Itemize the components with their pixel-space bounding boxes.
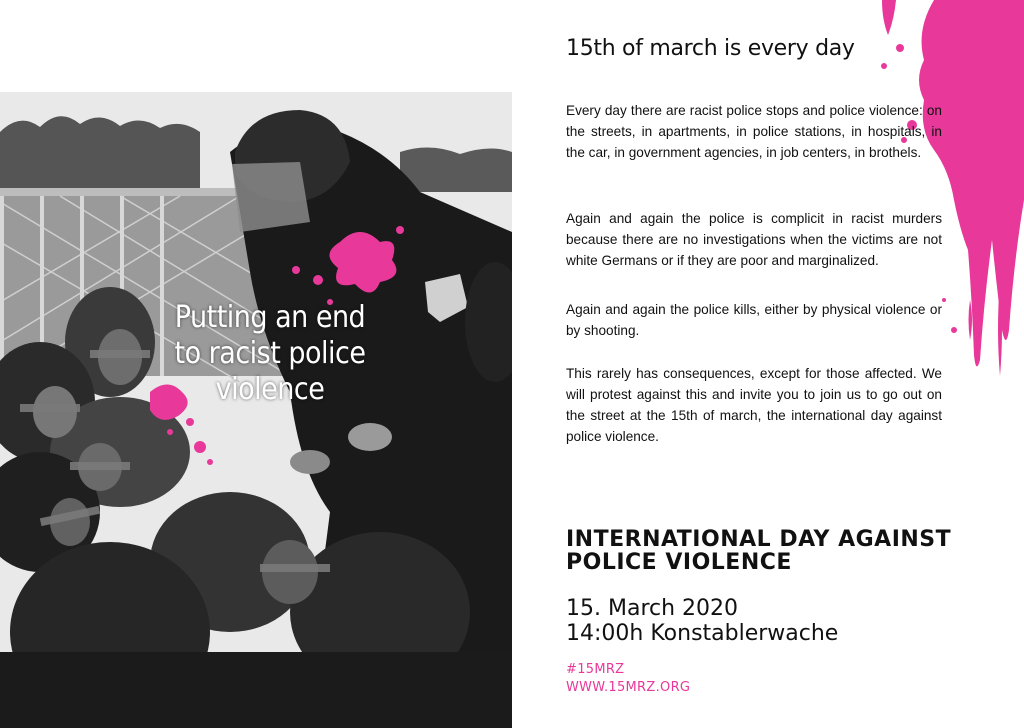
- event-heading-line: POLICE VIOLENCE: [566, 550, 792, 575]
- website-link[interactable]: WWW.15MRZ.ORG: [566, 680, 691, 695]
- paragraph: Again and again the police is complicit in racist murders because there are no investigations when the victims are not white Germans or if they are poor and marginalized.: [566, 210, 942, 268]
- paragraph: Every day there are racist police stops and police violence: on the streets, in apartments, in police stations, in hospitals, in the car, in government agencies, in job centers, in brothels.: [566, 102, 942, 160]
- event-heading-line: INTERNATIONAL DAY AGAINST: [566, 527, 952, 552]
- event-time-place: 14:00h Konstablerwache: [566, 621, 839, 646]
- right-panel: [512, 0, 1024, 728]
- protest-photo: [0, 92, 512, 728]
- event-date: 15. March 2020: [566, 596, 739, 621]
- headline-line: Putting an end: [174, 300, 366, 335]
- headline-line: to racist police: [174, 336, 366, 371]
- photo-illustration: [0, 92, 512, 728]
- event-heading: [566, 528, 986, 574]
- paragraph: Again and again the police kills, either by physical violence or by shooting.: [566, 301, 942, 338]
- headline: [110, 300, 430, 408]
- article-title: 15th of march is every day: [566, 36, 855, 61]
- hashtag: #15MRZ: [566, 662, 625, 677]
- headline-line: violence: [215, 372, 325, 407]
- paragraph: This rarely has consequences, except for those affected. We will protest against this and invite you to join us to go out on the street at the 15th of march, the international day against police violence.: [566, 365, 942, 444]
